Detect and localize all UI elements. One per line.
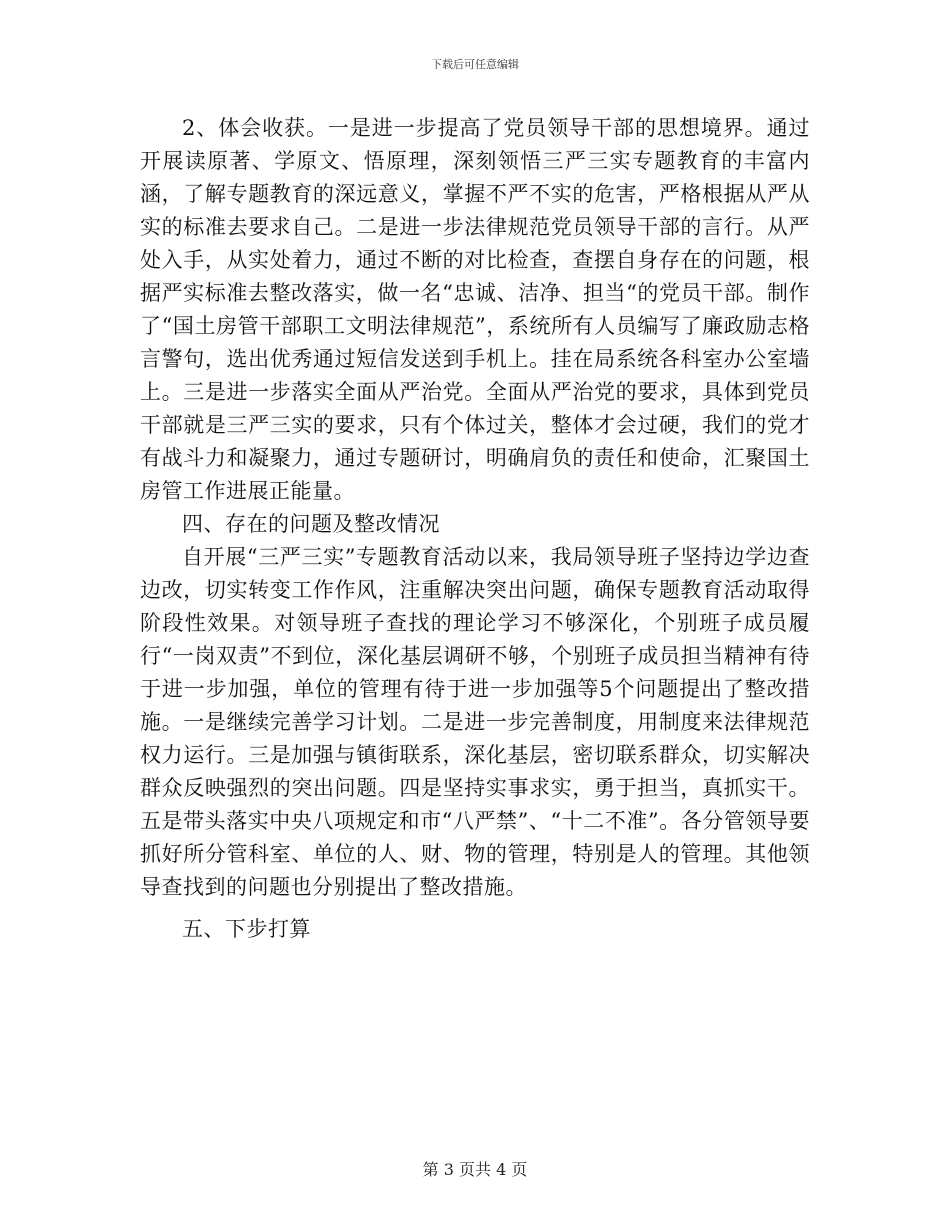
section-heading-problems: 四、存在的问题及整改情况 — [182, 512, 440, 536]
paragraph-rectification: 自开展“三严三实”专题教育活动以来，我局领导班子坚持边学边查边改，切实转变工作作风，注重解决突出问题，确保专题教育活动取得阶段性效果。对领导班子查找的理论学习不够深化，个别班子成员履行“一岗双责”不到位，深化基层调研不够，个别班子成员担当精神有待于进一步加强，单位的管理有待于进一步加强等5个问题提出了整改措施。一是继续完善学习计划。二是进一步完善制度，用制度来法律规范权力运行。三是加强与镇街联系，深化基层，密切联系群众，切实解决群众反映强烈的突出问题。四是坚持实事求实，勇于担当，真抓实干。五是带头落实中央八项规定和市“八严禁”、“十二不准”。各分管领导要抓好所分管科室、单位的人、财、物的管理，特别是人的管理。其他领导查找到的问题也分别提出了整改措施。 — [140, 545, 810, 899]
section-heading-next-steps: 五、下步打算 — [182, 917, 311, 941]
paragraph-experience-gains: 2、体会收获。一是进一步提高了党员领导干部的思想境界。通过开展读原著、学原文、悟原理，深刻领悟三严三实专题教育的丰富内涵，了解专题教育的深远意义，掌握不严不实的危害，严格根据从严从实的标准去要求自己。二是进一步法律规范党员领导干部的言行。从严处入手，从实处着力，通过不断的对比检查，查摆自身存在的问题，根据严实标准去整改落实，做一名“忠诚、洁净、担当“的党员干部。制作了“国土房管干部职工文明法律规范”，系统所有人员编写了廉政励志格言警句，选出优秀通过短信发送到手机上。挂在局系统各科室办公室墙上。三是进一步落实全面从严治党。全面从严治党的要求，具体到党员干部就是三严三实的要求，只有个体过关，整体才会过硬，我们的党才有战斗力和凝聚力，通过专题研讨，明确肩负的责任和使命，汇聚国土房管工作进展正能量。 — [140, 116, 810, 503]
page-header: 下载后可任意编辑 — [431, 58, 519, 71]
document-body — [140, 112, 810, 946]
page-number: 第 3 页共 4 页 — [422, 1160, 528, 1179]
